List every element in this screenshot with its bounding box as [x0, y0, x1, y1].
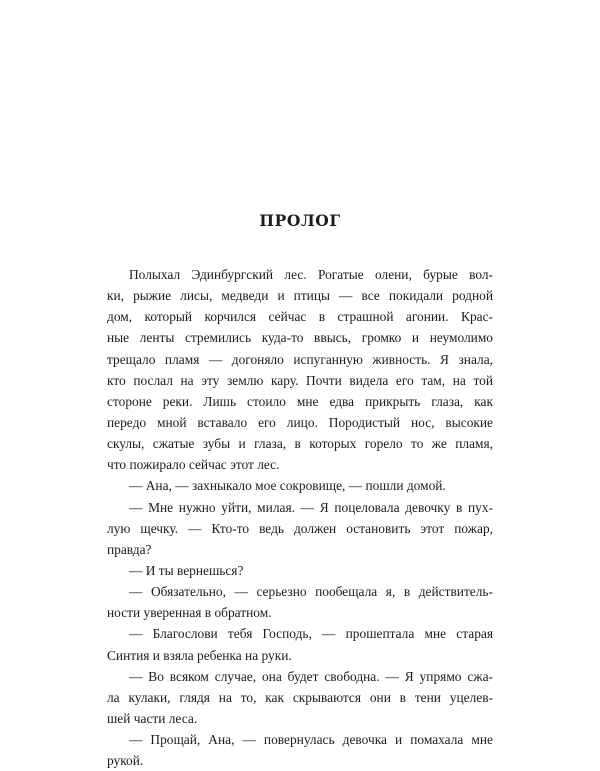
- text-line: ки, рыжие лисы, медведи и птицы — все покидали родной: [107, 288, 493, 304]
- text-line: трещало пламя — догоняло испуганную живность. Я знала,: [107, 351, 493, 367]
- text-line: — И ты вернешься?: [129, 562, 244, 578]
- chapter-title: ПРОЛОГ: [259, 211, 341, 230]
- text-line: Синтия и взяла ребенка на руки.: [107, 647, 292, 663]
- text-line: ности уверенная в обратном.: [107, 605, 272, 621]
- text-line: ные ленты стремились куда-то ввысь, громко и неумолимо: [107, 330, 493, 346]
- text-line: правда?: [107, 541, 152, 557]
- text-line: — Мне нужно уйти, милая. — Я поцеловала девочку в пух-: [129, 499, 493, 515]
- text-line: — Обязательно, — серьезно пообещала я, в действитель-: [129, 584, 493, 600]
- text-line: что пожирало сейчас этот лес.: [107, 457, 280, 473]
- text-line: дом, который корчился сейчас в страшной агонии. Крас-: [107, 309, 493, 325]
- body-text: [107, 264, 493, 771]
- text-line: стороне реки. Лишь стоило мне едва прикрыть глаза, как: [107, 393, 493, 409]
- text-line: Полыхал Эдинбургский лес. Рогатые олени, бурые вол-: [129, 267, 493, 282]
- text-line: кто послал на эту землю кару. Почти видела его там, на той: [107, 372, 493, 388]
- text-line: — Прощай, Ана, — повернулась девочка и помахала мне: [129, 732, 493, 748]
- text-line: — Во всяком случае, она будет свободна. — Я упрямо сжа-: [129, 668, 493, 684]
- text-line: шей части леса.: [107, 710, 198, 726]
- text-line: скулы, сжатые зубы и глаза, в которых горело то же пламя,: [107, 436, 493, 452]
- text-line: лую щечку. — Кто-то ведь должен остановить этот пожар,: [107, 520, 493, 536]
- text-line: передо мной вставало его лицо. Породистый нос, высокие: [107, 414, 493, 430]
- text-line: ла кулаки, глядя на то, как скрываются они в тени уцелев-: [107, 689, 493, 705]
- text-line: — Благослови тебя Господь, — прошептала мне старая: [129, 626, 493, 642]
- text-line: рукой.: [107, 753, 144, 769]
- text-line: — Ана, — захныкало мое сокровище, — пошли домой.: [129, 478, 446, 494]
